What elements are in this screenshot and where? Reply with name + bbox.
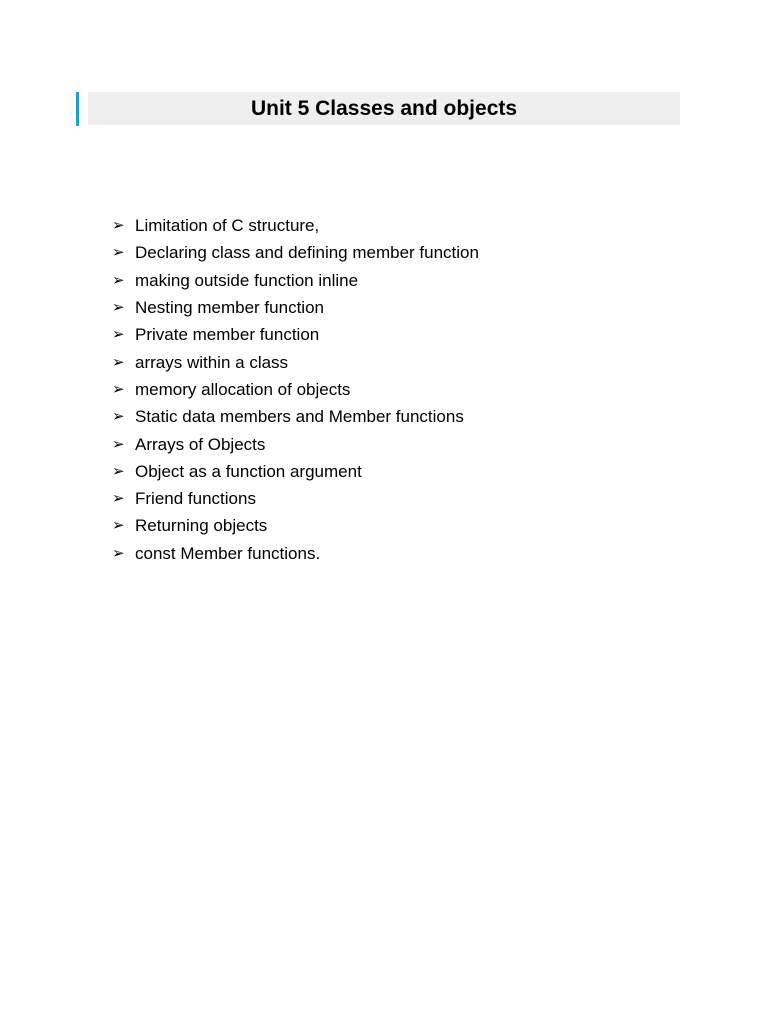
topic-label: Limitation of C structure, bbox=[135, 216, 320, 236]
topic-label: Declaring class and defining member function bbox=[135, 243, 479, 263]
topic-label: const Member functions. bbox=[135, 543, 321, 563]
topic-label: Static data members and Member functions bbox=[135, 407, 464, 427]
arrow-bullet-icon: ➢ bbox=[112, 517, 125, 535]
list-item bbox=[112, 321, 479, 348]
arrow-bullet-icon: ➢ bbox=[112, 271, 125, 289]
list-item bbox=[112, 212, 479, 239]
arrow-bullet-icon: ➢ bbox=[112, 544, 125, 562]
topic-label: Friend functions bbox=[135, 489, 256, 509]
list-item bbox=[112, 430, 479, 457]
topic-label: Private member function bbox=[135, 325, 320, 345]
arrow-bullet-icon: ➢ bbox=[112, 408, 125, 426]
list-item bbox=[112, 239, 479, 266]
list-item bbox=[112, 540, 479, 567]
topic-label: arrays within a class bbox=[135, 352, 289, 372]
topic-label: Returning objects bbox=[135, 516, 268, 536]
arrow-bullet-icon: ➢ bbox=[112, 353, 125, 371]
list-item bbox=[112, 348, 479, 375]
list-item bbox=[112, 403, 479, 430]
topic-list bbox=[112, 212, 479, 567]
topic-label: Nesting member function bbox=[135, 298, 324, 318]
arrow-bullet-icon: ➢ bbox=[112, 299, 125, 317]
list-item bbox=[112, 458, 479, 485]
topic-label: making outside function inline bbox=[135, 270, 359, 290]
list-item bbox=[112, 485, 479, 512]
arrow-bullet-icon: ➢ bbox=[112, 326, 125, 344]
arrow-bullet-icon: ➢ bbox=[112, 462, 125, 480]
page-title: Unit 5 Classes and objects bbox=[250, 97, 518, 120]
list-item bbox=[112, 512, 479, 539]
title-accent-bar bbox=[76, 92, 79, 126]
arrow-bullet-icon: ➢ bbox=[112, 380, 125, 398]
topic-label: Arrays of Objects bbox=[135, 434, 266, 454]
arrow-bullet-icon: ➢ bbox=[112, 490, 125, 508]
topic-label: Object as a function argument bbox=[135, 461, 362, 481]
topic-label: memory allocation of objects bbox=[135, 379, 351, 399]
arrow-bullet-icon: ➢ bbox=[112, 244, 125, 262]
list-item bbox=[112, 267, 479, 294]
list-item bbox=[112, 376, 479, 403]
arrow-bullet-icon: ➢ bbox=[112, 435, 125, 453]
title-band bbox=[88, 92, 680, 125]
arrow-bullet-icon: ➢ bbox=[112, 217, 125, 235]
list-item bbox=[112, 294, 479, 321]
